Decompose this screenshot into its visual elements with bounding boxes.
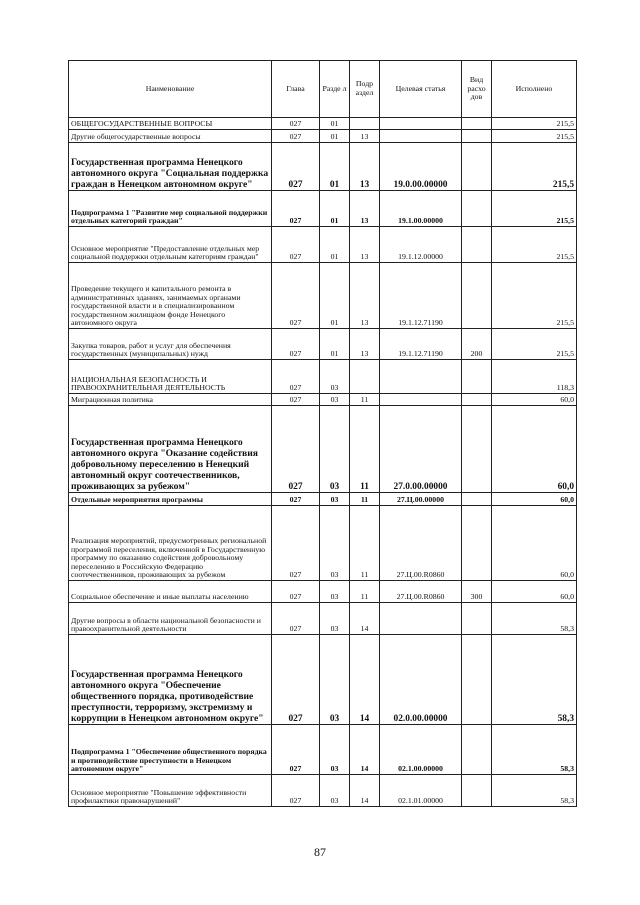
cell-chapter: 027 (272, 725, 320, 775)
cell-chapter: 027 (272, 493, 320, 506)
cell-expense-type (462, 191, 492, 227)
cell-chapter: 027 (272, 118, 320, 130)
cell-section: 03 (320, 406, 350, 493)
cell-section: 03 (320, 725, 350, 775)
cell-executed: 60,0 (492, 506, 577, 581)
cell-chapter: 027 (272, 394, 320, 406)
cell-chapter: 027 (272, 143, 320, 191)
table-row (69, 360, 577, 394)
cell-executed: 215,5 (492, 191, 577, 227)
cell-expense-type (462, 506, 492, 581)
cell-executed: 58,3 (492, 635, 577, 725)
cell-section: 03 (320, 506, 350, 581)
cell-expense-type (462, 775, 492, 807)
cell-subsection: 13 (350, 227, 380, 263)
header-section: Разде л (320, 61, 350, 118)
cell-subsection: 14 (350, 725, 380, 775)
cell-subsection: 14 (350, 603, 380, 635)
cell-target: 19.1.12.71190 (380, 263, 462, 329)
cell-subsection: 14 (350, 775, 380, 807)
cell-subsection: 11 (350, 581, 380, 603)
cell-chapter: 027 (272, 603, 320, 635)
cell-chapter: 027 (272, 130, 320, 143)
cell-target: 02.1.01.00000 (380, 775, 462, 807)
budget-execution-table (68, 60, 577, 807)
table-row (69, 635, 577, 725)
cell-target: 27.Ц.00.R0860 (380, 581, 462, 603)
cell-section: 03 (320, 394, 350, 406)
cell-subsection: 13 (350, 191, 380, 227)
cell-chapter: 027 (272, 581, 320, 603)
cell-section: 01 (320, 130, 350, 143)
cell-executed: 60,0 (492, 394, 577, 406)
cell-subsection (350, 360, 380, 394)
cell-target (380, 603, 462, 635)
cell-subsection: 13 (350, 329, 380, 360)
cell-name: Социальное обеспечение и иные выплаты населению (69, 581, 272, 603)
cell-expense-type (462, 603, 492, 635)
cell-name: Другие общегосударственные вопросы (69, 130, 272, 143)
cell-section: 01 (320, 191, 350, 227)
cell-chapter: 027 (272, 263, 320, 329)
cell-name: Основное мероприятие "Предоставление отдельных мер социальной поддержки отдельным категориям граждан" (69, 227, 272, 263)
cell-chapter: 027 (272, 406, 320, 493)
cell-subsection (350, 118, 380, 130)
cell-section: 01 (320, 118, 350, 130)
cell-name: Государственная программа Ненецкого автономного округа "Социальная поддержка граждан в Ненецком автономном округе" (69, 143, 272, 191)
cell-name: Подпрограмма 1 "Обеспечение общественного порядка и противодействие преступности в Ненецком автономном округе" (69, 725, 272, 775)
table-row (69, 143, 577, 191)
cell-expense-type (462, 118, 492, 130)
cell-chapter: 027 (272, 227, 320, 263)
cell-expense-type (462, 227, 492, 263)
cell-name: Основное мероприятие "Повышение эффективности профилактики правонарушений" (69, 775, 272, 807)
cell-chapter: 027 (272, 775, 320, 807)
cell-executed: 215,5 (492, 143, 577, 191)
cell-target (380, 360, 462, 394)
cell-expense-type (462, 725, 492, 775)
cell-executed: 215,5 (492, 130, 577, 143)
cell-chapter: 027 (272, 360, 320, 394)
table-row (69, 406, 577, 493)
cell-name: Государственная программа Ненецкого автономного округа "Оказание содействия добровольному переселению в Ненецкий автономный округ соотечественников, проживающих за рубежом" (69, 406, 272, 493)
cell-target: 19.1.12.00000 (380, 227, 462, 263)
cell-section: 03 (320, 360, 350, 394)
header-subsection: Подр аздел (350, 61, 380, 118)
cell-expense-type: 200 (462, 329, 492, 360)
cell-target (380, 118, 462, 130)
cell-section: 01 (320, 227, 350, 263)
header-name: Наименование (69, 61, 272, 118)
cell-executed: 60,0 (492, 581, 577, 603)
cell-name: Проведение текущего и капитального ремонта в административных зданиях, занимаемых органами государственной власти и в специализированном государственном жилищном фонде Ненецкого автономного округа (69, 263, 272, 329)
cell-name: Закупка товаров, работ и услуг для обеспечения государственных (муниципальных) нужд (69, 329, 272, 360)
cell-target: 19.1.12.71190 (380, 329, 462, 360)
table-row (69, 775, 577, 807)
cell-executed: 118,3 (492, 360, 577, 394)
cell-executed: 215,5 (492, 118, 577, 130)
cell-subsection: 13 (350, 263, 380, 329)
cell-target: 19.0.00.00000 (380, 143, 462, 191)
cell-section: 01 (320, 329, 350, 360)
cell-expense-type: 300 (462, 581, 492, 603)
cell-target (380, 130, 462, 143)
cell-section: 03 (320, 581, 350, 603)
cell-expense-type (462, 406, 492, 493)
table-row (69, 118, 577, 130)
table-row (69, 130, 577, 143)
cell-name: НАЦИОНАЛЬНАЯ БЕЗОПАСНОСТЬ И ПРАВООХРАНИТЕЛЬНАЯ ДЕЯТЕЛЬНОСТЬ (69, 360, 272, 394)
cell-expense-type (462, 360, 492, 394)
header-chapter: Глава (272, 61, 320, 118)
cell-subsection: 11 (350, 394, 380, 406)
cell-name: Реализация мероприятий, предусмотренных региональной программой переселения, включенной в Государственную программу по оказанию содействия добровольному переселению в Российскую Федерацию соотечественников, проживающих за рубежом (69, 506, 272, 581)
cell-executed: 58,3 (492, 775, 577, 807)
cell-target (380, 394, 462, 406)
cell-executed: 58,3 (492, 603, 577, 635)
cell-target: 19.1.00.00000 (380, 191, 462, 227)
cell-expense-type (462, 394, 492, 406)
table-row (69, 506, 577, 581)
table-row (69, 394, 577, 406)
cell-executed: 60,0 (492, 406, 577, 493)
cell-subsection: 11 (350, 406, 380, 493)
cell-target: 02.1.00.00000 (380, 725, 462, 775)
table-header-row (69, 61, 577, 118)
cell-subsection: 14 (350, 635, 380, 725)
table-row (69, 329, 577, 360)
cell-chapter: 027 (272, 635, 320, 725)
cell-name: ОБЩЕГОСУДАРСТВЕННЫЕ ВОПРОСЫ (69, 118, 272, 130)
table-row (69, 725, 577, 775)
cell-name: Миграционная политика (69, 394, 272, 406)
cell-chapter: 027 (272, 506, 320, 581)
cell-executed: 60,0 (492, 493, 577, 506)
cell-section: 01 (320, 143, 350, 191)
cell-section: 03 (320, 775, 350, 807)
cell-expense-type (462, 263, 492, 329)
cell-chapter: 027 (272, 191, 320, 227)
cell-executed: 58,3 (492, 725, 577, 775)
table-row (69, 227, 577, 263)
table-row (69, 493, 577, 506)
cell-subsection: 11 (350, 493, 380, 506)
cell-expense-type (462, 493, 492, 506)
cell-section: 01 (320, 263, 350, 329)
cell-chapter: 027 (272, 329, 320, 360)
cell-name: Другие вопросы в области национальной безопасности и правоохранительной деятельности (69, 603, 272, 635)
page-number: 87 (314, 845, 326, 859)
cell-target: 27.0.00.00000 (380, 406, 462, 493)
cell-expense-type (462, 635, 492, 725)
header-expense-type: Вид расхо дов (462, 61, 492, 118)
cell-section: 03 (320, 493, 350, 506)
cell-target: 27.Ц.00.00000 (380, 493, 462, 506)
cell-executed: 215,5 (492, 263, 577, 329)
cell-subsection: 13 (350, 143, 380, 191)
table-row (69, 603, 577, 635)
cell-executed: 215,5 (492, 227, 577, 263)
cell-section: 03 (320, 635, 350, 725)
table-row (69, 581, 577, 603)
cell-subsection: 11 (350, 506, 380, 581)
cell-expense-type (462, 130, 492, 143)
cell-target: 02.0.00.00000 (380, 635, 462, 725)
header-target: Целевая статья (380, 61, 462, 118)
table-row (69, 263, 577, 329)
cell-name: Государственная программа Ненецкого автономного округа "Обеспечение общественного порядка, противодействие преступности, терроризму, экстремизму и коррупции в Ненецком автономном округе" (69, 635, 272, 725)
header-executed: Исполнено (492, 61, 577, 118)
table-row (69, 191, 577, 227)
cell-expense-type (462, 143, 492, 191)
cell-name: Отдельные мероприятия программы (69, 493, 272, 506)
cell-name: Подпрограмма 1 "Развитие мер социальной поддержки отдельных категорий граждан" (69, 191, 272, 227)
cell-target: 27.Ц.00.R0860 (380, 506, 462, 581)
cell-section: 03 (320, 603, 350, 635)
cell-subsection: 13 (350, 130, 380, 143)
cell-executed: 215,5 (492, 329, 577, 360)
